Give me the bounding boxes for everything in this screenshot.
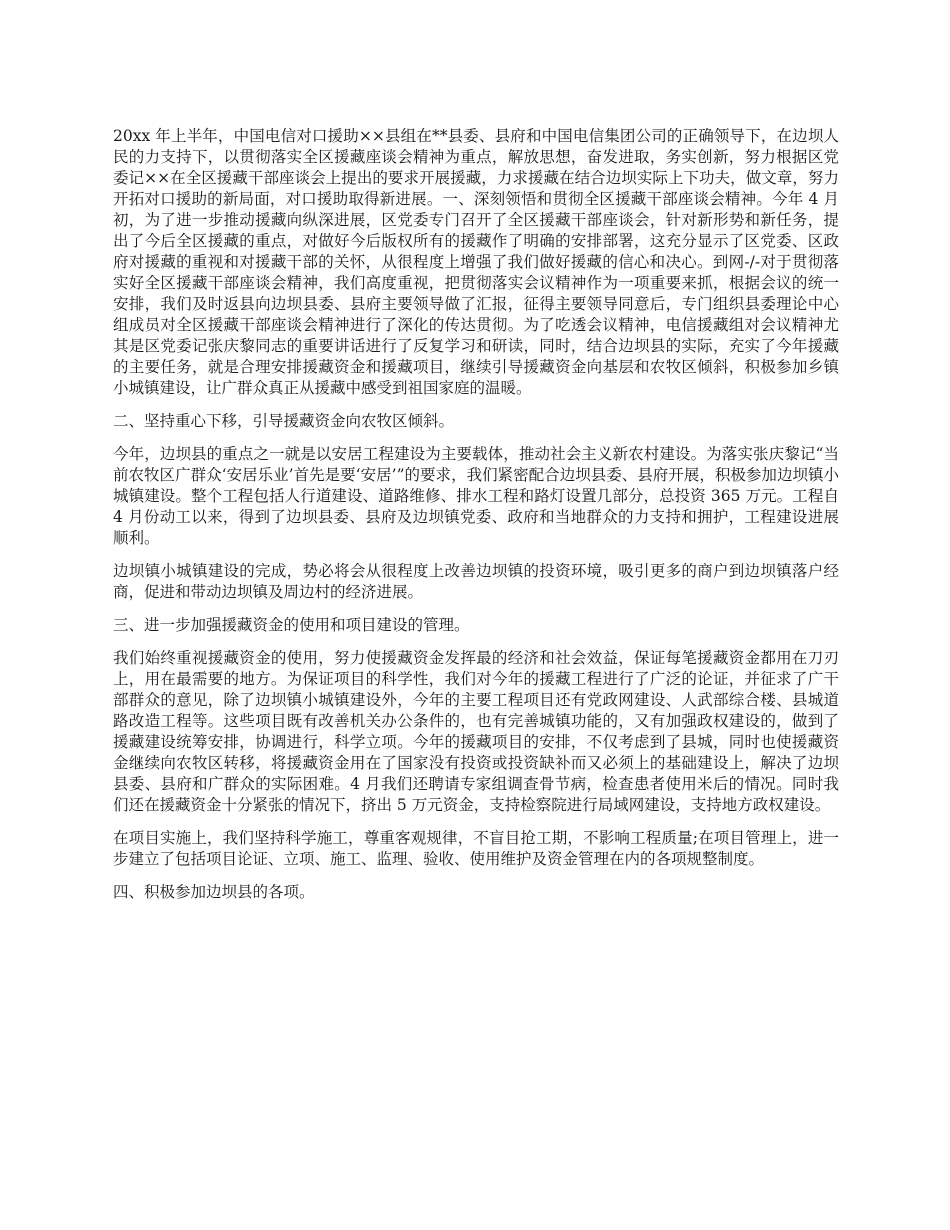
paragraph-fund-usage: 我们始终重视援藏资金的使用，努力使援藏资金发挥最的经济和社会效益，保证每笔援藏资金都用在刀刃上，用在最需要的地方。为保证项目的科学性，我们对今年的援藏工程进行了广泛的论证，并征求了广干部群众的意见，除了边坝镇小城镇建设外，今年的主要工程项目还有党政网建设、人武部综合楼、县城道路改造工程等。这些项目既有改善机关办公条件的，也有完善城镇功能的，又有加强政权建设的，做到了援藏建设统筹安排，协调进行，科学立项。今年的援藏项目的安排，不仅考虑到了县城，同时也使援藏资金继续向农牧区转移，将援藏资金用在了国家没有投资或投资缺补而又必须上的基础建设上，解决了边坝县委、县府和广群众的实际困难。4 月我们还聘请专家组调查骨节病，检查患者使用米后的情况。同时我们还在援藏资金十分紧张的情况下，挤出 5 万元资金，支持检察院进行局域网建设，支持地方政权建设。 [113, 649, 839, 814]
paragraph-intro: 20xx 年上半年，中国电信对口援助××县组在**县委、县府和中国电信集团公司的正确领导下，在边坝人民的力支持下，以贯彻落实全区援藏座谈会精神为重点，解放思想，奋发进取，务实创新，努力根据区党委记××在全区援藏干部座谈会上提出的要求开展援藏，力求援藏在结合边坝实际上下功夫，做文章，努力开拓对口援助的新局面，对口援助取得新进展。一、深刻领悟和贯彻全区援藏干部座谈会精神。今年 4 月初，为了进一步推动援藏向纵深进展，区党委专门召开了全区援藏干部座谈会，针对新形势和新任务，提出了今后全区援藏的重点，对做好今后版权所有的援藏作了明确的安排部署，这充分显示了区党委、区政府对援藏的重视和对援藏干部的关怀，从很程度上增强了我们做好援藏的信心和决心。到网-/-对于贯彻落实好全区援藏干部座谈会精神，我们高度重视，把贯彻落实会议精神作为一项重要来抓，根据会议的统一安排，我们及时返县向边坝县委、县府主要领导做了汇报，征得主要领导同意后，专门组织县委理论中心组成员对全区援藏干部座谈会精神进行了深化的传达贯彻。为了吃透会议精神，电信援藏组对会议精神尤其是区党委记张庆黎同志的重要讲话进行了反复学习和研读，同时，结合边坝县的实际，充实了今年援藏的主要任务，就是合理安排援藏资金和援藏项目，继续引导援藏资金向基层和农牧区倾斜，积极参加乡镇小城镇建设，让广群众真正从援藏中感受到祖国家庭的温暖。 [113, 127, 839, 397]
section-heading-3: 三、进一步加强援藏资金的使用和项目建设的管理。 [113, 616, 470, 634]
paragraph-project-management: 在项目实施上，我们坚持科学施工，尊重客观规律，不盲目抢工期，不影响工程质量;在项目管理上，进一步建立了包括项目论证、立项、施工、监理、验收、使用维护及资金管理在内的各项规整制度。 [113, 829, 839, 868]
section-heading-2: 二、坚持重心下移，引导援藏资金向农牧区倾斜。 [113, 412, 455, 430]
section-heading-4: 四、积极参加边坝县的各项。 [113, 883, 315, 901]
paragraph-town-construction: 边坝镇小城镇建设的完成，势必将会从很程度上改善边坝镇的投资环境，吸引更多的商户到边坝镇落户经商，促进和带动边坝镇及周边村的经济进展。 [113, 562, 839, 601]
document-page [113, 126, 839, 915]
paragraph-housing-project: 今年，边坝县的重点之一就是以安居工程建设为主要载体，推动社会主义新农村建设。为落实张庆黎记“当前农牧区广群众‘安居乐业’首先是要‘安居’”的要求，我们紧密配合边坝县委、县府开展，积极参加边坝镇小城镇建设。整个工程包括人行道建设、道路维修、排水工程和路灯设置几部分，总投资 365 万元。工程自 4 月份动工以来，得到了边坝县委、县府及边坝镇党委、政府和当地群众的力支持和拥护，工程建设进展顺利。 [113, 445, 839, 547]
